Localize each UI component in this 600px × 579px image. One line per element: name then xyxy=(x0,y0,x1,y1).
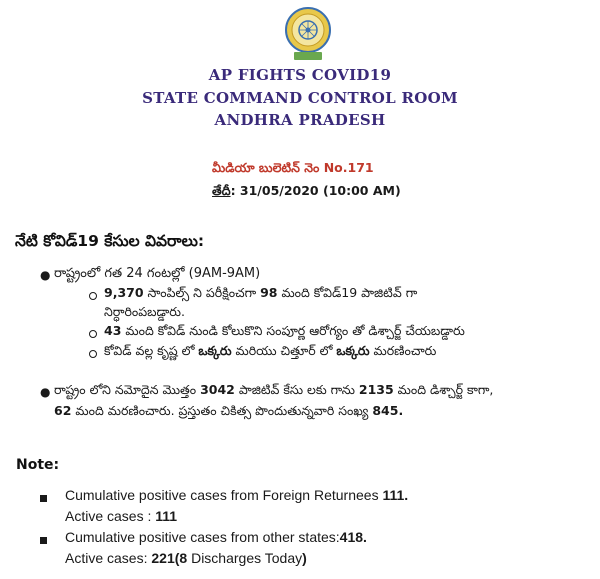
bullet-dot-icon: ● xyxy=(40,385,51,399)
circle-bullet-icon xyxy=(89,350,97,358)
note-item-1-active xyxy=(65,508,177,524)
header-line-2: STATE COMMAND CONTROL ROOM xyxy=(142,89,458,107)
bulletin-date xyxy=(212,183,401,202)
bulletin-title: మీడియా బులెటిన్ నెం No.171 xyxy=(212,160,374,175)
note1-active-value: 111 xyxy=(155,508,178,524)
section2-line2 xyxy=(54,403,403,422)
note2-active-value: 221(8 xyxy=(151,550,188,566)
note1-active-label: Active cases : xyxy=(65,508,156,524)
note-item-2 xyxy=(65,529,367,545)
note2-active-suffix: Discharges Today xyxy=(187,550,303,566)
note2-value: 418. xyxy=(339,529,367,545)
total-discharged: 2135 xyxy=(358,382,394,397)
s2-text-d: మంది మరణించారు. ప్రస్తుతం చికిత్స పొందుతున్నవారి సంఖ్య xyxy=(71,403,373,418)
active-count: 845. xyxy=(372,403,404,418)
details-heading: నేటి కోవిడ్19 కేసుల వివరాలు: xyxy=(15,232,205,250)
section1-lead: రాష్ట్రంలో గత 24 గంటల్లో (9AM-9AM) xyxy=(54,266,261,281)
sub3-bold-b: ఒక్కరు xyxy=(336,343,370,358)
positive-count: 98 xyxy=(260,285,278,300)
section1-sub1-line2: నిర్ధారింపబడ్డారు. xyxy=(104,304,185,319)
total-positive: 3042 xyxy=(200,382,235,397)
note-item-1 xyxy=(65,487,408,503)
s2-text-a: రాష్ట్రం లోని నమోదైన మొత్తం xyxy=(54,382,201,397)
sub1-text-a: సాంపిల్స్ ని పరీక్షించగా xyxy=(143,285,261,300)
note2-active-label: Active cases: xyxy=(65,550,152,566)
sub2-text: మంది కోవిడ్ నుండి కోలుకొని సంపూర్ణ ఆరోగ్యం తో డిశ్చార్జ్ చేయబడ్డారు xyxy=(121,323,465,338)
circle-bullet-icon xyxy=(89,292,97,300)
section1-sub1 xyxy=(104,285,417,304)
note1-value: 111. xyxy=(382,487,409,503)
andhra-pradesh-emblem xyxy=(283,6,333,62)
bullet-square-icon xyxy=(40,495,47,502)
section1-sub3 xyxy=(104,343,436,362)
bullet-square-icon xyxy=(40,537,47,544)
note-title: Note: xyxy=(16,457,60,473)
bullet-dot-icon: ● xyxy=(40,268,51,282)
header-line-3: ANDHRA PRADESH xyxy=(214,111,386,129)
note2-close: ) xyxy=(302,550,307,566)
s2-text-c: మంది డిశ్చార్జ్ కాగా, xyxy=(393,382,494,397)
sub3-bold-a: ఒక్కరు xyxy=(198,343,232,358)
sub3-text-b: మరియు చిత్తూర్ లో xyxy=(231,343,337,358)
sub3-text-a: కోవిడ్ వల్ల కృష్ణ లో xyxy=(104,343,199,358)
samples-count: 9,370 xyxy=(104,285,144,300)
date-label: తేదీ xyxy=(212,183,231,198)
recovered-count: 43 xyxy=(104,323,122,338)
note2-text: Cumulative positive cases from other states: xyxy=(65,529,340,545)
total-deaths: 62 xyxy=(54,403,72,418)
section1-sub2 xyxy=(104,323,465,342)
s2-text-b: పాజిటివ్ కేసు లకు గాను xyxy=(234,382,359,397)
section2-line1 xyxy=(54,382,493,401)
date-value: : 31/05/2020 (10:00 AM) xyxy=(230,183,401,198)
circle-bullet-icon xyxy=(89,330,97,338)
note1-text: Cumulative positive cases from Foreign Returnees xyxy=(65,487,383,503)
note-item-2-active xyxy=(65,550,307,566)
sub1-text-b: మంది కోవిడ్19 పాజిటివ్ గా xyxy=(277,285,418,300)
header-line-1: AP FIGHTS COVID19 xyxy=(208,66,392,84)
sub3-text-c: మరణించారు xyxy=(369,343,437,358)
